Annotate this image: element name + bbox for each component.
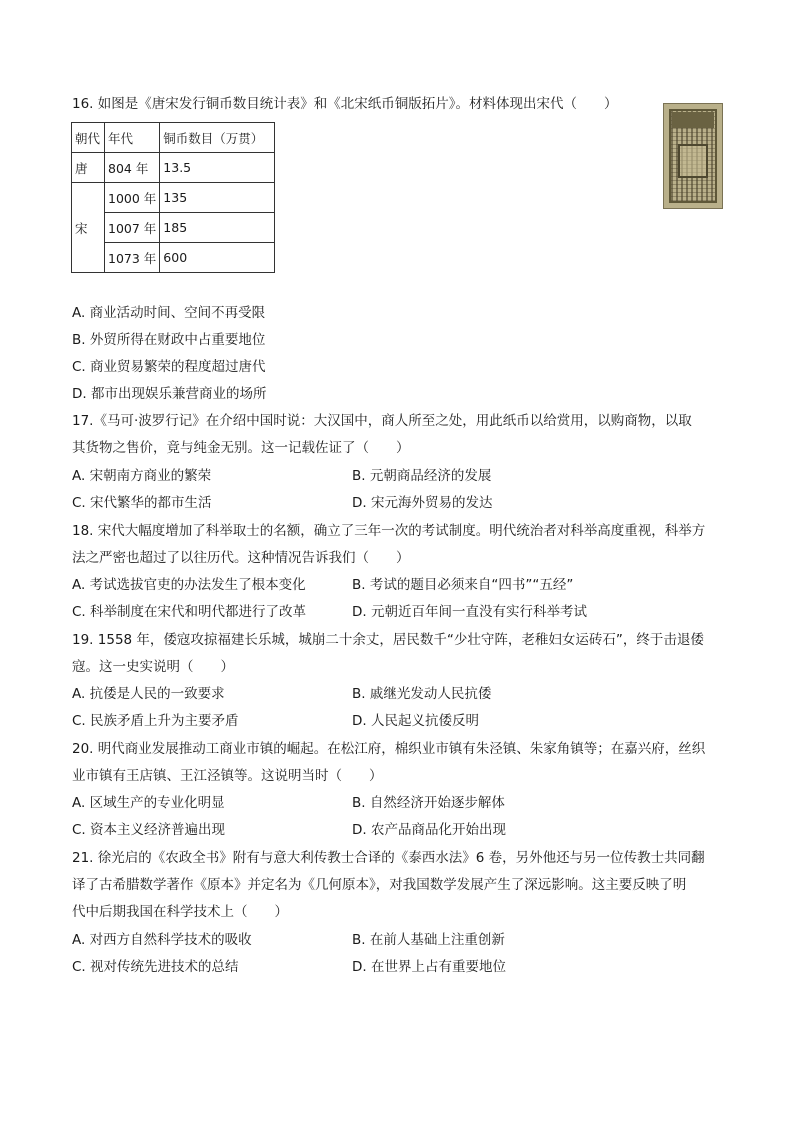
q18-stem-line2: 法之严密也超过了以往历代。这种情况告诉我们（ ） (72, 550, 410, 566)
q20-option-b: B. 自然经济开始逐步解体 (352, 795, 505, 811)
table-row (72, 183, 275, 213)
year-cell: 1007 年 (105, 213, 160, 243)
q19-option-c: C. 民族矛盾上升为主要矛盾 (72, 713, 239, 729)
value-cell: 185 (160, 213, 275, 243)
value-cell: 135 (160, 183, 275, 213)
q17-stem-line2: 其货物之售价，竟与纯金无别。这一记载佐证了（ ） (72, 440, 410, 456)
q20-option-a: A. 区域生产的专业化明显 (72, 795, 225, 811)
q20-stem-line1: 20. 明代商业发展推动工商业市镇的崛起。在松江府，棉织业市镇有朱泾镇、朱家角镇等；在嘉兴府，丝织 (72, 741, 706, 757)
q21-stem-line3: 代中后期我国在科学技术上（ ） (72, 904, 288, 920)
q21-option-c: C. 视对传统先进技术的总结 (72, 959, 239, 975)
q17-option-c: C. 宋代繁华的都市生活 (72, 495, 212, 511)
q16-option-a: A. 商业活动时间、空间不再受限 (72, 305, 266, 321)
q21-stem-line2: 译了古希腊数学著作《原本》并定名为《几何原本》，对我国数学发展产生了深远影响。这主要反映了明 (72, 877, 687, 893)
table-header-cell: 朝代 (72, 123, 105, 153)
q17-stem-line1: 17.《马可·波罗行记》在介绍中国时说：大汉国中，商人所至之处，用此纸币以给赏用，以购商物，以取 (72, 413, 692, 429)
q17-option-d: D. 宋元海外贸易的发达 (352, 495, 493, 511)
q18-option-a: A. 考试选拔官吏的办法发生了根本变化 (72, 577, 306, 593)
year-cell: 804 年 (105, 153, 160, 183)
q21-option-a: A. 对西方自然科学技术的吸收 (72, 932, 252, 948)
table-row (72, 153, 275, 183)
q21-option-b: B. 在前人基础上注重创新 (352, 932, 505, 948)
q16-option-c: C. 商业贸易繁荣的程度超过唐代 (72, 359, 266, 375)
q18-option-c: C. 科举制度在宋代和明代都进行了改革 (72, 604, 307, 620)
q18-option-d: D. 元朝近百年间一直没有实行科举考试 (352, 604, 587, 620)
q21-option-d: D. 在世界上占有重要地位 (352, 959, 506, 975)
q20-option-c: C. 资本主义经济普遍出现 (72, 822, 226, 838)
table-header-row (72, 123, 275, 153)
q19-option-a: A. 抗倭是人民的一致要求 (72, 686, 225, 702)
q19-option-d: D. 人民起义抗倭反明 (352, 713, 479, 729)
banknote-rubbing-image (663, 103, 723, 209)
year-cell: 1073 年 (105, 243, 160, 273)
q20-option-d: D. 农产品商品化开始出现 (352, 822, 506, 838)
q18-stem-line1: 18. 宋代大幅度增加了科举取士的名额，确立了三年一次的考试制度。明代统治者对科举高度重视，科举方 (72, 523, 706, 539)
q16-option-b: B. 外贸所得在财政中占重要地位 (72, 332, 266, 348)
q19-stem-line1: 19. 1558 年，倭寇攻掠福建长乐城，城崩二十余丈，居民数千“少壮守阵，老稚妇女运砖石”，终于击退倭 (72, 632, 704, 648)
table-header-cell: 铜币数目（万贯） (160, 123, 275, 153)
q21-stem-line1: 21. 徐光启的《农政全书》附有与意大利传教士合译的《泰西水法》6 卷，另外他还与另一位传教士共同翻 (72, 850, 705, 866)
q19-stem-line2: 寇。这一史实说明（ ） (72, 659, 234, 675)
q18-option-b: B. 考试的题目必须来自“四书”“五经” (352, 577, 574, 593)
value-cell: 13.5 (160, 153, 275, 183)
q17-option-a: A. 宋朝南方商业的繁荣 (72, 468, 212, 484)
q16-option-d: D. 都市出现娱乐兼营商业的场所 (72, 386, 267, 402)
value-cell: 600 (160, 243, 275, 273)
coin-statistics-table (71, 122, 275, 273)
year-cell: 1000 年 (105, 183, 160, 213)
q19-option-b: B. 戚继光发动人民抗倭 (352, 686, 492, 702)
table-header-cell: 年代 (105, 123, 160, 153)
dynasty-cell: 唐 (72, 153, 105, 183)
q17-option-b: B. 元朝商品经济的发展 (352, 468, 492, 484)
dynasty-cell: 宋 (72, 183, 105, 273)
q16-stem: 16. 如图是《唐宋发行铜币数目统计表》和《北宋纸币铜版拓片》。材料体现出宋代（ ） (72, 96, 618, 112)
q20-stem-line2: 业市镇有王店镇、王江泾镇等。这说明当时（ ） (72, 768, 383, 784)
